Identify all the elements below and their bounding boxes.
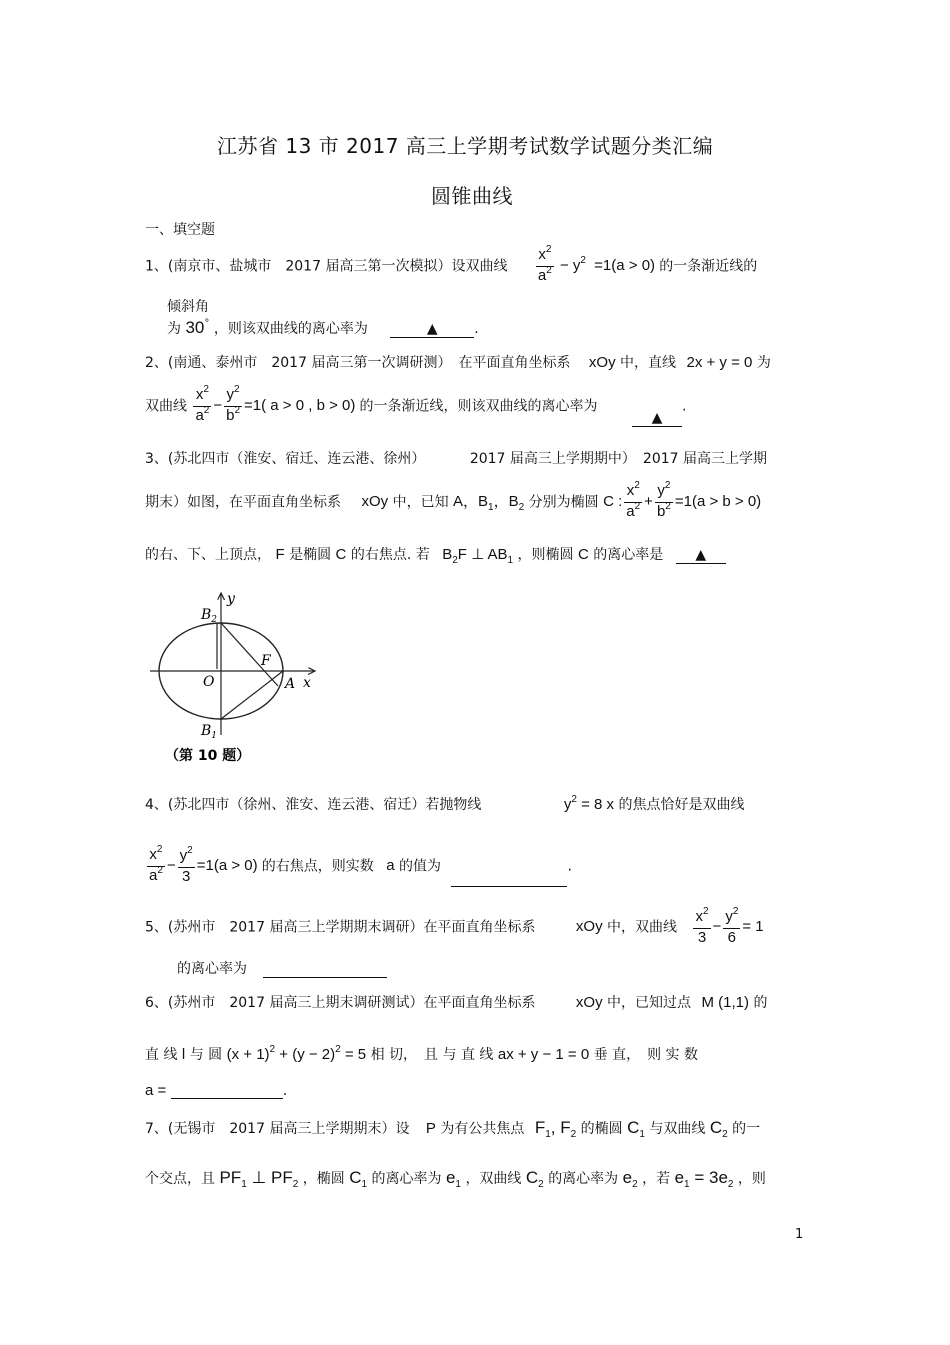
document-title: 江苏省 13 市 2017 高三上学期考试数学试题分类汇编 [217, 134, 714, 158]
b1-label: $B_1$ [201, 723, 218, 741]
q1-prefix: 1、(南京市、盐城市 2017 届高三第一次模拟）设双曲线 [145, 258, 508, 275]
q4-line1: 4、(苏北四市（徐州、淮安、连云港、宿迁）若抛物线 $y^2 = 8$ x 的焦点恰好是双曲线 [145, 794, 745, 813]
section-heading: 一、填空题 [145, 222, 215, 238]
q4-line2: $\frac{x^2}{a^2}$ − $\frac{y^2}{3}$ =1(a > 0) 的右焦点，则实数 a 的值为 . [145, 846, 572, 887]
q6-answer-blank [171, 1082, 283, 1099]
q5-line1: 5、(苏州市 2017 届高三上学期期末调研）在平面直角坐标系 xOy 中，双曲线 $\frac{x^2}{3}$ − $\frac{y^2}{6}$ = 1 [145, 906, 764, 946]
q3-line1: 3、(苏北四市（淮安、宿迁、连云港、徐州） 2017 届高三上学期期中） 2017 届高三上学期 [145, 451, 767, 467]
q4-answer-blank [451, 870, 567, 887]
q6-line2: 直 线 l 与 圆 $(x + 1)^2 + (y - 2)^2 = 5$ 相 切， 且 与 直 线 ax + y − 1 = 0 垂 直， 则 实 数 [145, 1044, 698, 1063]
focus-label: F [261, 653, 271, 669]
q2-line1: 2、(南通、泰州市 2017 届高三第一次调研测） 在平面直角坐标系 xOy 中，直线 2x + y = 0 为 [145, 354, 771, 371]
x-axis-label: x [303, 675, 311, 691]
y-axis-label: y [227, 591, 235, 607]
q6-line3: a = . [145, 1082, 288, 1099]
q1-formula: $\frac{x^2}{a^2}$ − $y^2 =1(a > 0)$ [534, 257, 659, 274]
vertex-a-label: A [285, 676, 296, 692]
q1-answer-blank: ▲ [390, 321, 474, 338]
q6-line1: 6、(苏州市 2017 届高三上期末调研测试）在平面直角坐标系 xOy 中，已知过点 M (1,1) 的 [145, 994, 768, 1011]
page-number: 1 [795, 1227, 804, 1242]
origin-label: O [203, 674, 215, 690]
q5-formula: $\frac{x^2}{3}$ − $\frac{y^2}{6}$ = 1 [695, 906, 764, 946]
q7-line2: 个交点，且 $PF_1$ ⊥ $PF_2$ ，椭圆 $C_1$ 的离心率为 $e_1$ ，双曲线 $C_2$ 的离心率为 $e_2$ ，若 $e_1 = 3e_2$ ，则 [145, 1168, 766, 1190]
q2-formula: $\frac{x^2}{a^2}$ − $\frac{y^2}{b^2}$ =1( a > 0 , b > 0) [195, 384, 356, 424]
q1-fraction: $\frac{x^2}{a^2}$ [537, 244, 552, 284]
q1-line1 [145, 246, 757, 287]
q3-line2: 期末）如图，在平面直角坐标系 xOy 中，已知 A，$B_1$，$B_2$ 分别为椭圆 C : $\frac{x^2}{a^2}$ + $\frac{y^2}{b^2}$ =1(a > b > 0) [145, 480, 762, 520]
ellipse-figure [145, 585, 330, 770]
figure-caption: （第 10 题） [165, 748, 251, 764]
q3-answer-blank: ▲ [676, 547, 726, 564]
q2-line2: 双曲线 $\frac{x^2}{a^2}$ − $\frac{y^2}{b^2}$ =1( a > 0 , b > 0) 的一条渐近线，则该双曲线的离心率为 ▲. [145, 384, 687, 426]
q5-answer-blank [263, 961, 387, 978]
a-b1-line [221, 671, 283, 719]
q2-answer-blank: ▲ [632, 410, 682, 427]
document-subtitle: 圆锥曲线 [431, 184, 513, 208]
b2-label: $B_2$ [201, 607, 218, 625]
q3-line3: 的右、下、上顶点， F 是椭圆 C 的右焦点. 若 $B_2F$ ⊥ $AB_1$ ，则椭圆 C 的离心率是 ▲ [145, 544, 726, 564]
q3-formula: C : $\frac{x^2}{a^2}$ + $\frac{y^2}{b^2}$ =1(a > b > 0) [603, 480, 762, 520]
q1-suffix: 的一条渐近线的 [659, 258, 758, 275]
q1-line3: 为 30° ，则该双曲线的离心率为 ▲ . [167, 318, 479, 337]
q7-line1: 7、(无锡市 2017 届高三上学期期末）设 P 为有公共焦点 $F_1$, $F_2$ 的椭圆 $C_1$ 与双曲线 $C_2$ 的一 [145, 1118, 761, 1140]
q5-line2: 的离心率为 [177, 958, 387, 978]
q4-formula: $\frac{x^2}{a^2}$ − $\frac{y^2}{3}$ =1(a > 0) [149, 844, 258, 885]
q1-line2: 倾斜角 [167, 299, 209, 315]
